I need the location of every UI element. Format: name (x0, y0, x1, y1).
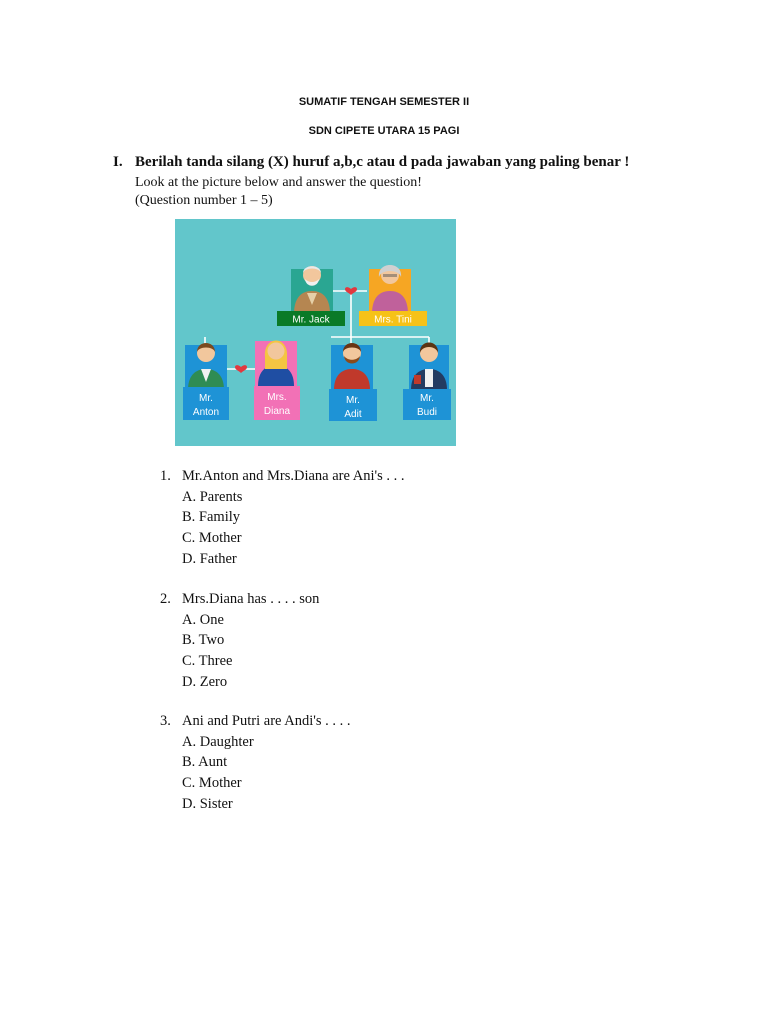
question-number: 2. (160, 591, 171, 607)
svg-text:Anton: Anton (192, 407, 220, 418)
svg-text:Mrs.: Mrs. (267, 392, 287, 403)
instruction-text: Berilah tanda silang (X) huruf a,b,c atau d pada jawaban yang paling benar ! (135, 154, 630, 170)
svg-text:Diana: Diana (263, 406, 291, 417)
question-text: Mr.Anton and Mrs.Diana are Ani's . . . (182, 468, 405, 484)
avatar-budi (409, 343, 449, 391)
svg-text:Mr.: Mr. (199, 393, 213, 404)
answer-option: C. Mother (182, 775, 242, 792)
svg-text:Budi: Budi (416, 407, 438, 418)
question-3 (160, 711, 351, 815)
question-range: (Question number 1 – 5) (135, 193, 273, 208)
answer-option: B. Family (182, 509, 241, 526)
answer-option: C. Three (182, 653, 233, 670)
answer-option: B. Two (182, 632, 225, 649)
answer-option: A. Daughter (182, 733, 254, 750)
answer-option: D. Zero (182, 673, 228, 690)
picture-instruction: Look at the picture below and answer the question! (135, 175, 422, 190)
answer-option: A. One (182, 611, 224, 628)
section-instruction (113, 154, 629, 171)
answer-option: D. Sister (182, 795, 233, 812)
svg-text:Adit: Adit (344, 409, 362, 420)
avatar-diana (255, 341, 297, 387)
question-text: Mrs.Diana has . . . . son (182, 591, 320, 607)
avatar-grandmother (369, 265, 411, 314)
grandmother-label: Mrs. Tini (374, 314, 412, 326)
question-text: Ani and Putri are Andi's . . . . (182, 713, 351, 729)
avatar-adit (331, 343, 373, 390)
avatar-grandfather (291, 266, 333, 314)
question-1 (160, 466, 405, 570)
exam-title: SUMATIF TENGAH SEMESTER II (298, 96, 470, 108)
question-2 (160, 589, 319, 693)
avatar-anton (185, 343, 227, 390)
school-name: SDN CIPETE UTARA 15 PAGI (308, 125, 460, 137)
family-tree-image (175, 219, 456, 446)
svg-text:Mr.: Mr. (420, 393, 434, 404)
answer-option: B. Aunt (182, 754, 228, 771)
answer-option: C. Mother (182, 530, 242, 547)
grandfather-label: Mr. Jack (292, 314, 330, 326)
question-number: 3. (160, 713, 171, 729)
svg-text:Mr.: Mr. (346, 395, 360, 406)
section-number: I. (113, 154, 123, 170)
answer-option: D. Father (182, 550, 237, 567)
question-number: 1. (160, 468, 171, 484)
answer-option: A. Parents (182, 488, 243, 505)
